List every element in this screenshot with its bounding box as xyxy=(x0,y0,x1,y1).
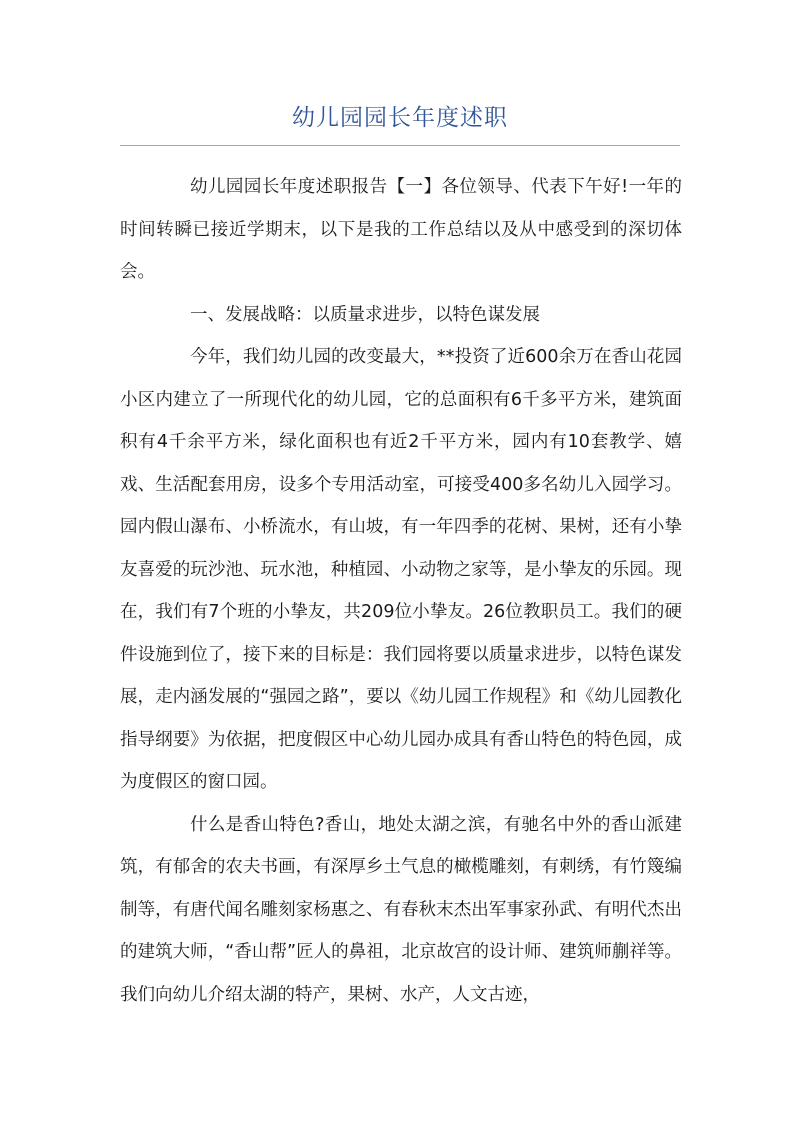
paragraph-intro: 幼儿园园长年度述职报告【一】各位领导、代表下午好!一年的时间转瞬已接近学期末，以下是我的工作总结以及从中感受到的深切体会。 xyxy=(120,177,682,282)
paragraph-xiangshan-features: 什么是香山特色?香山，地处太湖之滨，有驰名中外的香山派建筑，有郁舍的农夫书画，有深厚乡土气息的橄榄雕刻，有刺绣，有竹篾编制等，有唐代闻名雕刻家杨惠之、有春秋末杰出军事家孙武、有明代杰出的建筑大师，“香山帮”匠人的鼻祖，北京故宫的设计师、建筑师蒯祥等。我们向幼儿介绍太湖的特产，果树、水产，人文古迹， xyxy=(120,814,682,1005)
section-heading: 一、发展战略：以质量求进步，以特色谋发展 xyxy=(190,304,540,325)
title-divider xyxy=(120,145,680,146)
document-body xyxy=(120,166,682,1016)
paragraph-development: 今年，我们幼儿园的改变最大，**投资了近600余万在香山花园小区内建立了一所现代化的幼儿园，它的总面积有6千多平方米，建筑面积有4千余平方米，绿化面积也有近2千平方米，园内有10套教学、嬉戏、生活配套用房，设多个专用活动室，可接受400多名幼儿入园学习。园内假山瀑布、小桥流水，有山坡，有一年四季的花树、果树，还有小挚友喜爱的玩沙池、玩水池，种植园、小动物之家等，是小挚友的乐园。现在，我们有7个班的小挚友，共209位小挚友。26位教职员工。我们的硬件设施到位了，接下来的目标是：我们园将要以质量求进步，以特色谋发展，走内涵发展的“强园之路”，要以《幼儿园工作规程》和《幼儿园教化指导纲要》为依据，把度假区中心幼儿园办成具有香山特色的特色园，成为度假区的窗口园。 xyxy=(120,347,682,792)
document-title: 幼儿园园长年度述职 xyxy=(292,105,508,131)
